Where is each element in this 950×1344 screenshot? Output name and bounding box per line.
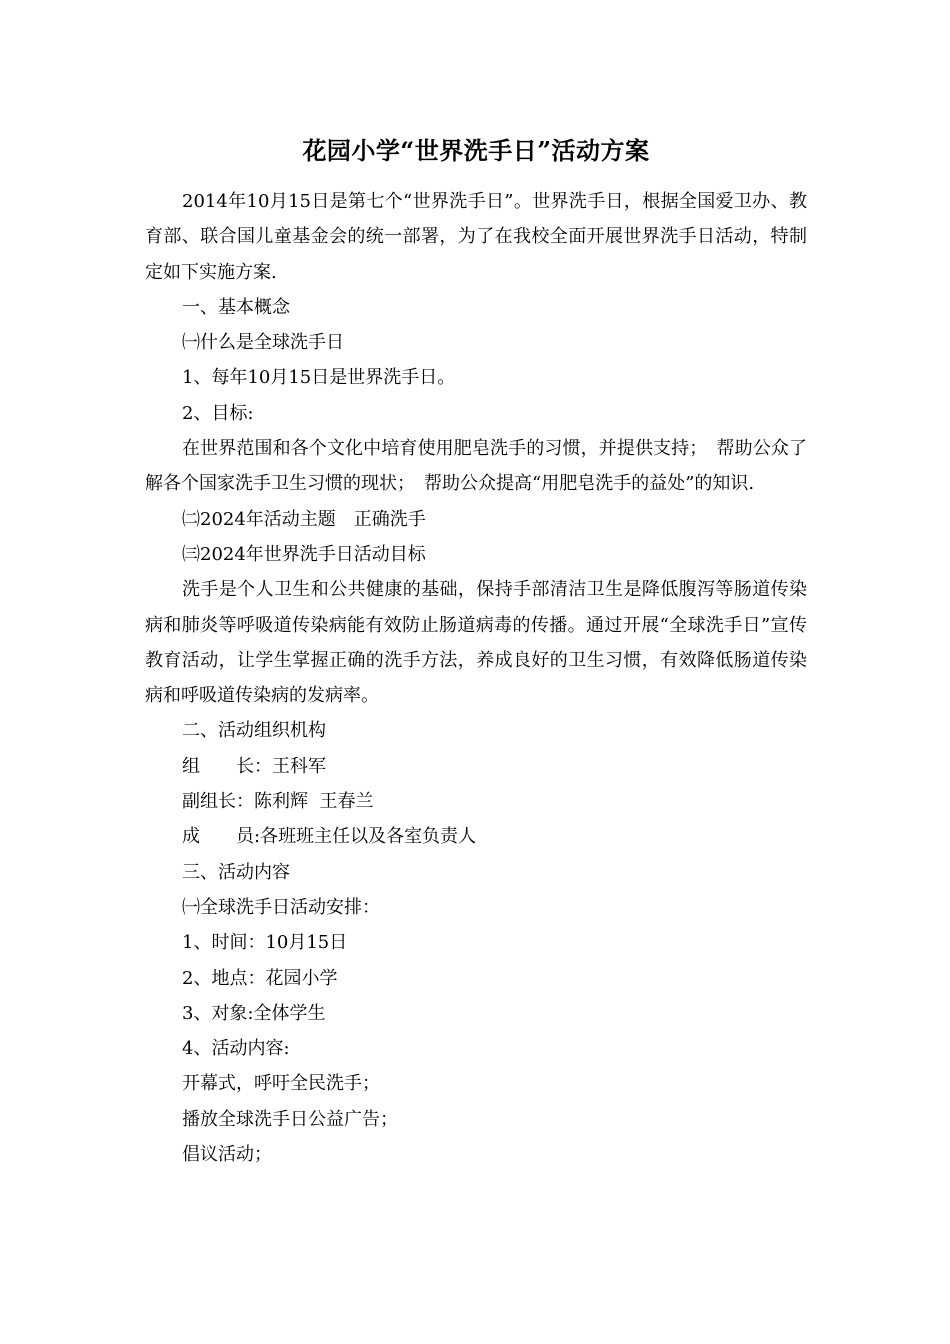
org-leader: 组 长：王科军	[182, 755, 326, 777]
document-title: 花园小学“世界洗手日”活动方案	[302, 136, 650, 165]
document-page	[145, 132, 807, 1172]
activity-item: 倡议活动；	[182, 1144, 272, 1166]
list-item-goals: 2、目标:	[182, 402, 254, 424]
subheading-activity-goals: ㈢2024年世界洗手日活动目标	[182, 543, 426, 565]
subheading-theme: ㈡2024年活动主题 正确洗手	[182, 508, 426, 530]
schedule-target: 3、对象:全体学生	[182, 1002, 326, 1024]
section-heading-organization: 二、活动组织机构	[182, 720, 326, 742]
goals-paragraph: 在世界范围和各个文化中培育使用肥皂洗手的习惯，并提供支持； 帮助公众了解各个国家洗手卫生习惯的现状； 帮助公众提高“用肥皂洗手的益处”的知识.	[145, 438, 807, 495]
activity-goals-paragraph: 洗手是个人卫生和公共健康的基础，保持手部清洁卫生是降低腹泻等肠道传染病和肺炎等呼吸道传染病能有效防止肠道病毒的传播。通过开展“全球洗手日”宣传教育活动，让学生掌握正确的洗手方法，养成良好的卫生习惯，有效降低肠道传染病和呼吸道传染病的发病率。	[145, 579, 807, 707]
schedule-content-heading: 4、活动内容:	[182, 1038, 290, 1060]
activity-item: 开幕式，呼吁全民洗手；	[182, 1073, 380, 1095]
list-item-date: 1、每年10月15日是世界洗手日。	[182, 367, 456, 389]
schedule-place: 2、地点：花园小学	[182, 967, 338, 989]
section-heading-basic-concepts: 一、基本概念	[182, 296, 290, 318]
subheading-what-is-handwashing-day: ㈠什么是全球洗手日	[182, 332, 344, 354]
section-heading-activity-content: 三、活动内容	[182, 861, 290, 883]
activity-item: 播放全球洗手日公益广告；	[182, 1108, 398, 1130]
org-members: 成 员:各班班主任以及各室负责人	[182, 826, 477, 848]
org-vice-leader: 副组长：陈利辉 王春兰	[182, 791, 374, 813]
intro-paragraph: 2014年10月15日是第七个“世界洗手日”。世界洗手日，根据全国爱卫办、教育部、联合国儿童基金会的统一部署，为了在我校全面开展世界洗手日活动，特制定如下实施方案.	[145, 191, 807, 283]
subheading-schedule: ㈠全球洗手日活动安排：	[182, 896, 380, 918]
schedule-time: 1、时间：10月15日	[182, 932, 348, 954]
